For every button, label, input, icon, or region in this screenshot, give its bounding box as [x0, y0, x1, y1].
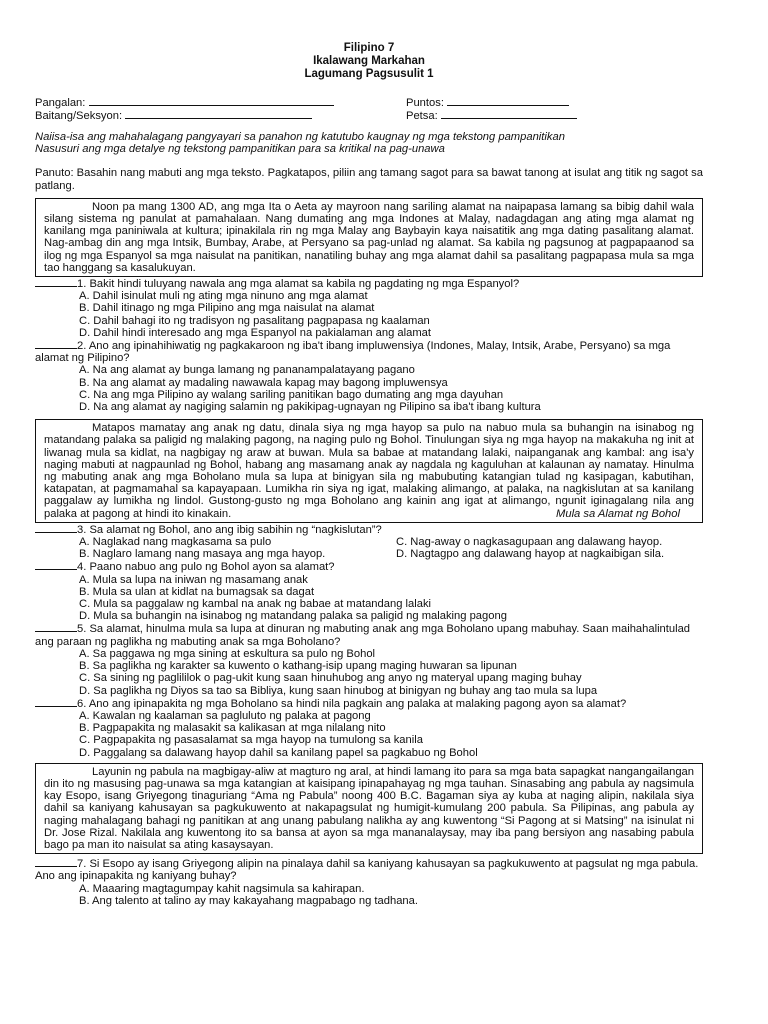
objective-1: Naiisa-isa ang mahahalagang pangyayari sa panahon ng katutubo kaugnay ng mga tekstong pampanitikan [35, 131, 565, 143]
question-stem: 4. Paano nabuo ang pulo ng Bohol ayon sa alamat? [77, 561, 335, 574]
passage-2-box [35, 419, 703, 523]
option: A. Na ang alamat ay bunga lamang ng pananampalatayang pagano [79, 364, 415, 377]
passage-1: Noon pa mang 1300 AD, ang mga Ita o Aeta ay mayroon nang sariling alamat na naipapasa lamang sa bibig dahil wala silang sistema ng panulat at pamahalaan. Nang dumating ang mga Indones at Malay, nadagdagan ang ating mga alamat ng kanilang mga paniniwala at kultura; ipinakilala rin ng mga Malay ang Baybayin kaya naisatitik ang mga dating pasalitang alamat. Nag-ambag din ang mga Intsik, Bumbay, Arabe, at Persyano sa pag-unlad ng alamat. Sa kabila ng pagsunog at pagpapaanod sa ilog ng mga Espanyol sa mga naisulat na panitikan, nanatiling buhay ang mga alamat dahil sa pasalitang pagpapasa mula sa mga tao hanggang sa kasalukuyan. [44, 200, 694, 274]
answer-blank[interactable] [35, 339, 77, 349]
question-3 [35, 523, 703, 561]
answer-blank[interactable] [35, 560, 77, 570]
subject-title: Filipino 7 [343, 42, 395, 54]
option: A. Naglakad nang magkasama sa pulo [79, 536, 272, 549]
quiz-page [35, 42, 703, 907]
question-5 [35, 622, 703, 696]
option: B. Mula sa ulan at kidlat na bumagsak sa dagat [79, 585, 315, 598]
score-blank[interactable] [447, 95, 569, 106]
quarter-title: Ikalawang Markahan [313, 55, 425, 67]
question-7 [35, 857, 703, 907]
date-label: Petsa: [406, 110, 438, 122]
option: D. Dahil hindi interesado ang mga Espanyol na pakialaman ang alamat [79, 326, 432, 339]
question-6 [35, 697, 703, 759]
question-stem: 7. Si Esopo ay isang Griyegong alipin na pinalaya dahil sa kaniyang kahusayan sa pagkukuwento at pagsulat ng mga pabula. Ano ang ipinapakita ng kaniyang buhay? [35, 858, 699, 883]
passage-2: Matapos mamatay ang anak ng datu, dinala siya ng mga hayop sa pulo na nabuo mula sa buhangin na isinabog ng matandang palaka sa paligid ng malaking pagong, na naging pulo ng Bohol. Tinulungan siya ng mga hayop na makakuha ng init at liwanag mula sa kidlat, na nagbigay ng araw at buwan. Mula sa babae at matandang lalaki, naipanganak ang kambal: ang isa'y naging mabuti at nagpaunlad ng Bohol, habang ang masamang anak ay nagdala ng kaguluhan at kalaunan ay namatay. Hinulma ng mabuting anak ang mga Boholano mula sa lupa at binigyan sila ng mabubuting katangian tulad ng kasipagan, kabutihan, katapatan, at pagmamahal sa kapayapaan. Lumikha rin siya ng igat, malaking alimango, at palaka, na nagkislutan at sa kanilang paggalaw ay lumikha ng lindol. Gustong-gusto ng mga Boholano ang kainin ang igat at alimango, ngunit iginagalang nila ang palaka at pagong at hindi ito kinakain. Mula sa Alamat ng Bohol [44, 422, 694, 520]
objective-2: Nasusuri ang mga detalye ng tekstong pampanitikan para sa kritikal na pag-unawa [35, 143, 445, 156]
option: D. Sa paglikha ng Diyos sa tao sa Bibliya, kung saan hinubog at binigyan ng buhay ang tao mula sa lupa [79, 684, 598, 697]
option: D. Mula sa buhangin na isinabog ng matandang palaka sa paligid ng malaking pagong [79, 610, 507, 623]
option: B. Na ang alamat ay madaling nawawala kapag may bagong impluwensya [79, 376, 448, 389]
option: B. Pagpapakita ng malasakit sa kalikasan at mga nilalang nito [79, 722, 386, 735]
passage-2-source: Mula sa Alamat ng Bohol [556, 507, 680, 520]
question-stem: 2. Ano ang ipinahihiwatig ng pagkakaroon ng iba't ibang impluwensiya (Indones, Malay, Intsik, Arabe, Persyano) sa mga alamat ng Pilipino? [35, 340, 671, 365]
grade-label: Baitang/Seksyon: [35, 110, 123, 122]
option: A. Dahil isinulat muli ng ating mga ninuno ang mga alamat [79, 290, 368, 303]
option: D. Nagtagpo ang dalawang hayop at nagkaibigan sila. [396, 548, 665, 561]
answer-blank[interactable] [35, 857, 77, 867]
passage-3-box [35, 763, 703, 854]
option: C. Pagpapakita ng pasasalamat sa mga hayop na tumulong sa kanila [79, 734, 423, 747]
option: B. Dahil itinago ng mga Pilipino ang mga naisulat na alamat [79, 302, 375, 315]
name-label: Pangalan: [35, 97, 86, 109]
option: A. Sa paggawa ng mga sining at eskultura sa pulo ng Bohol [79, 647, 376, 660]
option: B. Sa paglikha ng karakter sa kuwento o kathang-isip upang maging huwaran sa lipunan [79, 660, 517, 673]
passage-3: Layunin ng pabula na magbigay-aliw at magturo ng aral, at hindi lamang ito para sa mga bata sapagkat nangangailangan din ito ng masusing pag-unawa sa mga katangian at kaisipang ipinapahayag ng mga tauhan. Sinasabing ang pabula ay nagsimula kay Esopo, isang Griyegong tinaguriang “Ama ng Pabula” noong 400 B.C. Bagaman siya ay kuba at naging alipin, nakilala siya dahil sa kaniyang kahusayan sa pagkukuwento at nakapagsulat ng humigit-kumulang 200 pabula. Sa Pilipinas, ang pabula ay naging mahalagang bahagi ng panitikan at ang unang pabulang nalikha ay ang kuwentong “Si Pagong at si Matsing” na isinulat ni Dr. Jose Rizal. Nakilala ang kuwentong ito sa bansa at ayon sa mga mananalaysay, may iba pang bersiyon ang nasabing pabula bago pa man ito naisulat sa ating kasaysayan. [44, 765, 694, 851]
score-label: Puntos: [406, 97, 444, 109]
student-info [35, 95, 703, 121]
answer-blank[interactable] [35, 622, 77, 632]
question-stem: 6. Ano ang ipinapakita ng mga Boholano sa hindi nila pagkain ang palaka at malaking pagong ayon sa alamat? [77, 697, 627, 710]
question-stem: 1. Bakit hindi tuluyang nawala ang mga alamat sa kabila ng pagdating ng mga Espanyol? [77, 278, 520, 291]
instructions: Panuto: Basahin nang mabuti ang mga teksto. Pagkatapos, piliin ang tamang sagot para sa bawat tanong at isulat ang titik ng sagot sa patlang. [35, 167, 703, 192]
grade-blank[interactable] [125, 108, 312, 119]
option: B. Ang talento at talino ay may kakayahang magpabago ng tadhana. [79, 894, 418, 907]
question-2 [35, 339, 703, 413]
option: A. Maaaring magtagumpay kahit nagsimula sa kahirapan. [79, 882, 365, 895]
answer-blank[interactable] [35, 523, 77, 533]
option: C. Mula sa paggalaw ng kambal na anak ng babae at matandang lalaki [79, 598, 432, 611]
passage-1-box [35, 198, 703, 277]
page-header [35, 42, 703, 81]
option: A. Mula sa lupa na iniwan ng masamang anak [79, 573, 308, 586]
answer-blank[interactable] [35, 697, 77, 707]
option: D. Paggalang sa dalawang hayop dahil sa kanilang papel sa pagkabuo ng Bohol [79, 746, 478, 759]
option: C. Dahil bahagi ito ng tradisyon ng pasalitang pagpapasa ng kaalaman [79, 314, 430, 327]
question-stem: 5. Sa alamat, hinulma mula sa lupa at dinuran ng mabuting anak ang mga Boholano upang mabuhay. Saan maihahalintulad ang paraan ng paglikha ng mabuting anak sa mga Boholano? [35, 623, 691, 648]
option: C. Nag-away o nagkasagupaan ang dalawang hayop. [396, 536, 663, 549]
option: C. Na ang mga Pilipino ay walang sariling panitikan bago dumating ang mga dayuhan [79, 388, 504, 401]
objectives [35, 131, 703, 155]
option: B. Naglaro lamang nang masaya ang mga hayop. [79, 548, 326, 561]
date-blank[interactable] [441, 108, 577, 119]
option: C. Sa sining ng paglililok o pag-ukit kung saan hinuhubog ang anyo ng materyal upang maging buhay [79, 672, 582, 685]
test-title: Lagumang Pagsusulit 1 [304, 68, 434, 80]
option: D. Na ang alamat ay nagiging salamin ng pakikipag-ugnayan ng Pilipino sa iba't ibang kultura [79, 401, 541, 414]
option: A. Kawalan ng kaalaman sa pagluluto ng palaka at pagong [79, 709, 371, 722]
name-blank[interactable] [89, 95, 334, 106]
question-1 [35, 277, 703, 339]
answer-blank[interactable] [35, 277, 77, 287]
question-stem: 3. Sa alamat ng Bohol, ano ang ibig sabihin ng “nagkislutan”? [77, 523, 382, 536]
question-4 [35, 560, 703, 622]
